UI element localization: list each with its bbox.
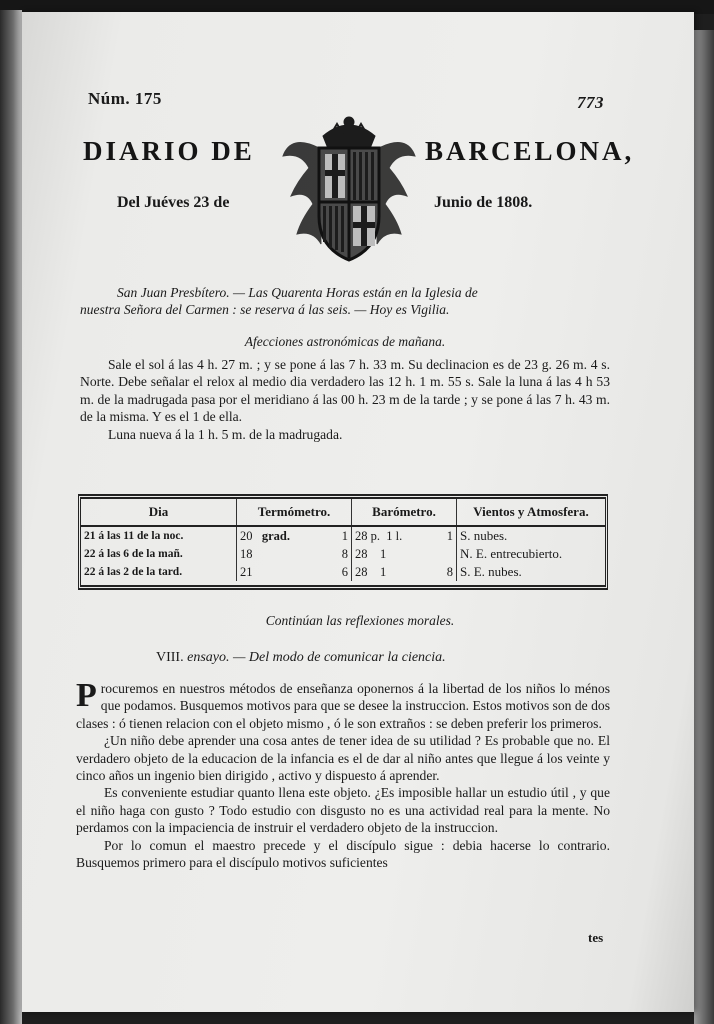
astro-text: Sale el sol á las 4 h. 27 m. ; y se pone á las 7 h. 33 m. Su declinacion es de 23 g. 26 m. 4 s. Norte. Debe señalar el relox al medio dia verdadero las 12 h. 1 m. 55 s. Sale la luna á las 4 h 53 m. de la madrugada pasa por el meridiano á las 00 h. 23 m de la tarde ; y se pone á las 7 h. 43 m. de la misma. Y es el 1 de ella. <box>80 357 610 425</box>
book-gutter <box>0 10 22 1024</box>
astro-section <box>80 356 610 443</box>
table-row <box>81 545 605 563</box>
essay-title: ensayo. — Del modo de comunicar la ciencia. <box>187 650 446 665</box>
masthead-right: BARCELONA, <box>425 136 635 166</box>
col-header-barometer: Barómetro. <box>352 499 457 526</box>
paragraph-4: Por lo comun el maestro precede y el discípulo sigue : debia hacerse lo contrario. Busquemos primero para el discípulo motivos suficientes <box>76 837 610 871</box>
table-row <box>81 526 605 545</box>
cell-thermometer: 18 8 <box>237 545 352 563</box>
cell-day: 22 á las 2 de la tard. <box>81 563 237 581</box>
article-heading: Continúan las reflexiones morales. <box>265 613 455 628</box>
article-body <box>76 677 610 871</box>
paragraph-2: ¿Un niño debe aprender una cosa antes de tener idea de su utilidad ? Es probable que no. El verdadero objeto de la educacion de la infancia es el de dar al niño antes que llegue á los veinte y cinco años un ingenio bien dirigido , activo y dispuesto á aprender. <box>76 733 610 784</box>
saint-notice-line1: San Juan Presbítero. — Las Quarenta Horas están en la Iglesia de <box>117 285 478 300</box>
cell-day: 21 á las 11 de la noc. <box>81 526 237 545</box>
page-right-edge <box>694 30 714 1024</box>
paragraph-3: Es conveniente estudiar quanto llena este objeto. ¿Es imposible hallar un estudio útil , y que el niño haga con gusto ? Todo estudio con disgusto no es una actividad real para la mente. No perdamos con la impaciencia de instruir el verdadero objeto de la instruccion. <box>76 785 610 836</box>
masthead-left: DIARIO DE <box>83 136 255 166</box>
issue-number: Núm. 175 <box>88 89 162 108</box>
cell-barometer: 28 p. 1 l. 1 <box>352 526 457 545</box>
essay-subheading <box>156 650 446 666</box>
astro-heading: Afecciones astronómicas de mañana. <box>244 334 446 349</box>
page-number: 773 <box>577 93 604 112</box>
weather-table <box>78 494 608 590</box>
catchword: tes <box>588 930 604 945</box>
col-header-day: Dia <box>81 499 237 526</box>
cell-winds: S. nubes. <box>460 528 508 543</box>
coat-of-arms-icon <box>279 112 419 264</box>
col-header-thermometer: Termómetro. <box>237 499 352 526</box>
saint-notice-line2: nuestra Señora del Carmen : se reserva á las seis. — Hoy es Vigilia. <box>80 302 450 317</box>
essay-number: VIII. <box>156 650 184 665</box>
cell-day: 22 á las 6 de la mañ. <box>81 545 237 563</box>
paragraph-1: Procuremos en nuestros métodos de enseñanza oponernos á la libertad de los niños lo ménos que podamos. Busquemos motivos para que se desee la instruccion. Estos motivos son de dos clases : ó tienen relacion con el objeto mismo , ó le son extraños : se deben preferir los primeros. <box>76 677 610 731</box>
cell-thermometer: 20 grad. 1 <box>237 526 352 545</box>
col-header-winds: Vientos y Atmosfera. <box>457 499 606 526</box>
drop-cap: P <box>76 677 97 714</box>
table-row <box>81 563 605 581</box>
date-right: Junio de 1808. <box>434 194 533 211</box>
cell-thermometer: 21 6 <box>237 563 352 581</box>
cell-winds: N. E. entrecubierto. <box>460 546 563 561</box>
date-left: Del Juéves 23 de <box>117 194 230 211</box>
cell-winds: S. E. nubes. <box>460 564 522 579</box>
cell-barometer: 28 1 <box>352 545 457 563</box>
cell-barometer: 28 1 8 <box>352 563 457 581</box>
moon-phase: Luna nueva á la 1 h. 5 m. de la madrugada. <box>108 426 343 442</box>
